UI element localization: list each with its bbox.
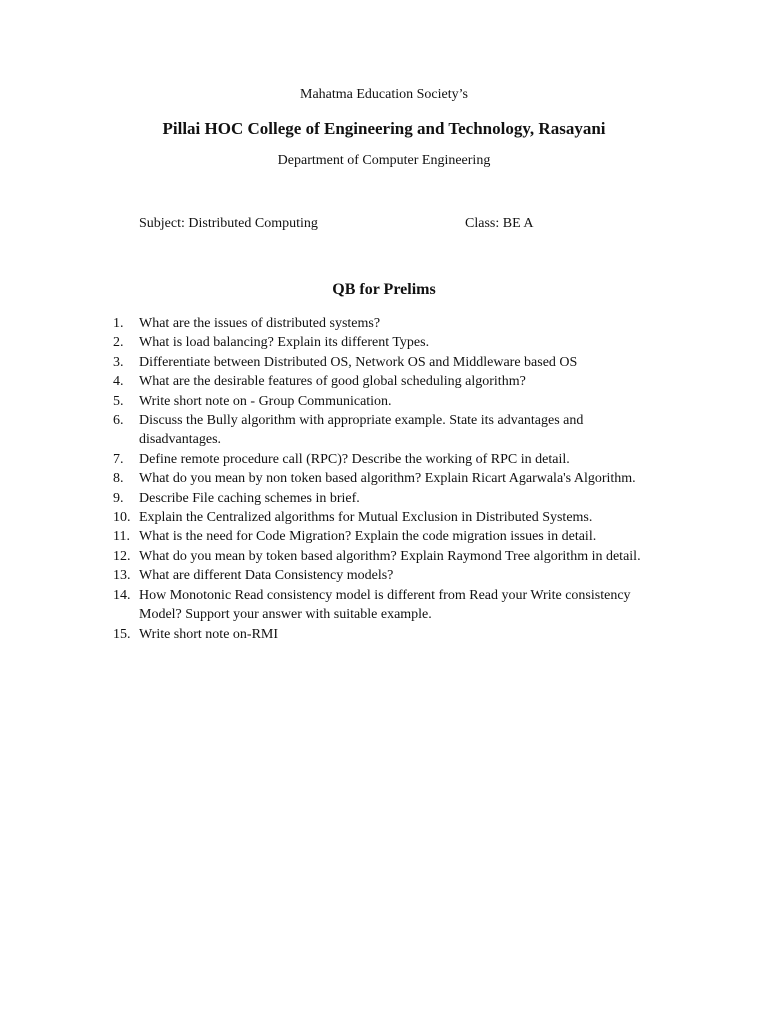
question-item bbox=[113, 566, 658, 585]
question-text: What are the issues of distributed systems? bbox=[139, 316, 381, 331]
society-name: Mahatma Education Society’s bbox=[300, 87, 468, 102]
question-item bbox=[113, 469, 658, 488]
question-item bbox=[113, 489, 658, 508]
question-item bbox=[113, 372, 658, 391]
question-item bbox=[113, 547, 658, 566]
question-text: What are different Data Consistency models? bbox=[139, 568, 394, 584]
question-text: What is the need for Code Migration? Explain the code migration issues in detail. bbox=[139, 529, 597, 545]
question-number: 15. bbox=[113, 626, 131, 642]
question-number: 3. bbox=[113, 354, 124, 370]
question-text: Write short note on - Group Communication. bbox=[139, 393, 392, 409]
question-item bbox=[113, 353, 658, 372]
question-text: Discuss the Bully algorithm with appropriate example. State its advantages and disadvantages. bbox=[139, 413, 584, 448]
question-number: 11. bbox=[113, 529, 130, 545]
question-item bbox=[113, 333, 658, 352]
question-number: 5. bbox=[113, 393, 124, 409]
question-item bbox=[113, 625, 658, 644]
question-number: 10. bbox=[113, 510, 131, 526]
question-number: 8. bbox=[113, 471, 124, 487]
question-text: Explain the Centralized algorithms for Mutual Exclusion in Distributed Systems. bbox=[139, 510, 593, 526]
question-item bbox=[113, 450, 658, 469]
question-item bbox=[113, 314, 658, 333]
question-bank-title: QB for Prelims bbox=[332, 281, 436, 298]
class-label: Class: BE A bbox=[465, 216, 534, 231]
question-number: 4. bbox=[113, 374, 124, 390]
department-name: Department of Computer Engineering bbox=[277, 153, 491, 168]
question-text: How Monotonic Read consistency model is different from Read your Write consistency Model? Support your answer with suitable example. bbox=[139, 587, 631, 623]
subject-label: Subject: Distributed Computing bbox=[139, 216, 318, 231]
question-item bbox=[113, 392, 658, 411]
question-number: 2. bbox=[113, 335, 124, 351]
question-list bbox=[113, 314, 658, 644]
question-text: What is load balancing? Explain its different Types. bbox=[139, 335, 430, 351]
question-item bbox=[113, 411, 658, 450]
question-number: 13. bbox=[113, 568, 131, 584]
question-text: What do you mean by non token based algorithm? Explain Ricart Agarwala's Algorithm. bbox=[139, 471, 636, 487]
question-text: What are the desirable features of good global scheduling algorithm? bbox=[139, 374, 526, 390]
question-text: Describe File caching schemes in brief. bbox=[139, 490, 360, 506]
question-text: Differentiate between Distributed OS, Network OS and Middleware based OS bbox=[139, 354, 578, 370]
question-item bbox=[113, 527, 658, 546]
question-text: Write short note on-RMI bbox=[139, 626, 279, 642]
question-number: 9. bbox=[113, 490, 124, 506]
question-item bbox=[113, 508, 658, 527]
question-item bbox=[113, 586, 658, 625]
question-number: 7. bbox=[113, 451, 124, 467]
college-name: Pillai HOC College of Engineering and Technology, Rasayani bbox=[162, 119, 606, 138]
question-number: 12. bbox=[113, 548, 131, 564]
question-number: 1. bbox=[113, 316, 124, 331]
question-text: What do you mean by token based algorithm? Explain Raymond Tree algorithm in detail. bbox=[139, 548, 641, 564]
question-number: 14. bbox=[113, 587, 131, 603]
question-text: Define remote procedure call (RPC)? Describe the working of RPC in detail. bbox=[139, 451, 570, 467]
question-number: 6. bbox=[113, 413, 124, 429]
